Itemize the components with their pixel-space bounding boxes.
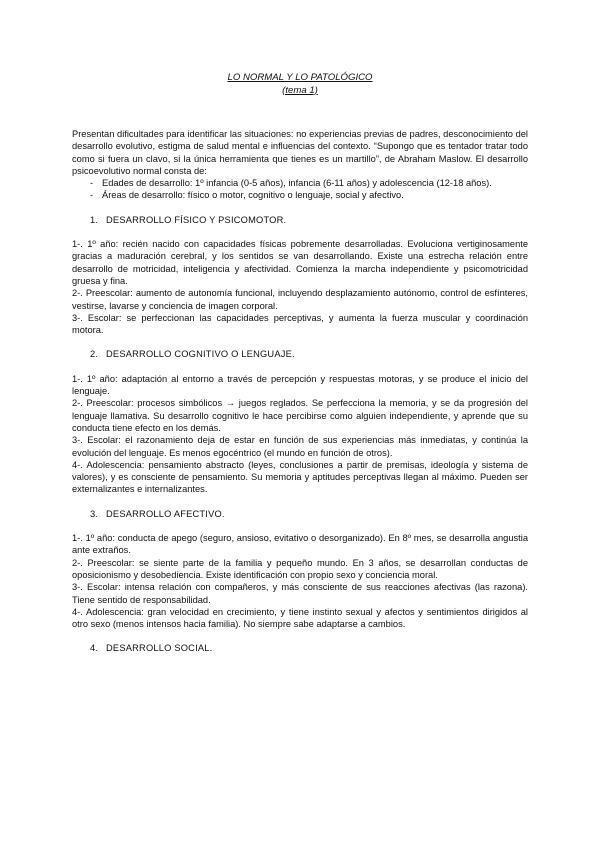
section-item: 1-. 1º año: adaptación al entorno a través de percepción y respuestas motoras, y se produce el inicio del lenguaje. <box>72 373 528 397</box>
section-heading <box>72 508 528 520</box>
section-item: 2-. Preescolar: se siente parte de la familia y pequeño mundo. En 3 años, se desarrollan conductas de oposicionismo y desobediencia. Existe identificación con propio sexo y conciencia moral. <box>72 557 528 580</box>
section-item: 4-. Adolescencia: pensamiento abstracto (leyes, conclusiones a partir de premisas, ideología y sistema de valores), y es consciente de pensamiento. Su memoria y aptitudes perceptivas llegan al máximo. Pueden ser externalizantes e internalizantes. <box>72 459 528 495</box>
section-title: DESARROLLO COGNITIVO O LENGUAJE. <box>106 349 295 360</box>
intro-bullet-list <box>72 177 528 202</box>
section-item: 2-. Preescolar: aumento de autonomía funcional, incluyendo desplazamiento autónomo, control de esfínteres, vestirse, lavarse y conciencia de imagen corporal. <box>72 288 528 311</box>
section-heading <box>72 214 528 226</box>
section-item: 4-. Adolescencia: gran velocidad en crecimiento, y tiene instinto sexual y afectos y sentimientos dirigidos al otro sexo (menos intensos hacia familia). No siempre sabe adaptarse a cambios. <box>72 606 528 630</box>
title-block <box>0 72 600 97</box>
section-item: 3-. Escolar: intensa relación con compañeros, y más consciente de sus reacciones afectivas (las razona). Tiene sentido de responsabilidad. <box>72 582 528 605</box>
bullet-item: - Edades de desarrollo: 1º infancia (0-5 años), infancia (6-11 años) y adolescencia (12-18 años). <box>72 177 528 189</box>
section-title: DESARROLLO AFECTIVO. <box>106 508 225 519</box>
section-number: 1. <box>90 214 99 225</box>
section-title: DESARROLLO SOCIAL. <box>106 643 213 654</box>
section-heading <box>72 348 528 360</box>
document-body <box>72 128 528 667</box>
section-number: 2. <box>90 349 99 360</box>
section-item: 3-. Escolar: el razonamiento deja de estar en función de sus experiencias más inmediatas, y continúa la evolución del lenguaje. Es menos egocéntrico (el mundo en función de otros). <box>72 435 528 458</box>
section-item: 1-. 1º año: recién nacido con capacidades físicas pobremente desarrolladas. Evoluciona vertiginosamente gracias a maduración cerebral, y los sentidos se van desarrollando. Existe una estrecha relación entre desarrollo de motricidad, inteligencia y afectividad. Comienza la marcha independiente y psicomotricidad gruesa y fina. <box>72 239 528 286</box>
section-item: 3-. Escolar: se perfeccionan las capacidades perceptivas, y aumenta la fuerza muscular y coordinación motora. <box>72 312 528 336</box>
bullet-item: - Áreas de desarrollo: físico o motor, cognitivo o lenguaje, social y afectivo. <box>72 189 528 201</box>
section-item: 1-. 1º año: conducta de apego (seguro, ansioso, evitativo o desorganizado). En 8º mes, se desarrolla angustia ante extraños. <box>72 533 528 556</box>
section-title: DESARROLLO FÍSICO Y PSICOMOTOR. <box>106 214 287 225</box>
section-item: 2-. Preescolar: procesos simbólicos → juegos reglados. Se perfecciona la memoria, y se da progresión del lenguaje llamativa. Su desarrollo cognitivo le hace percibirse como alguien independiente, y aprende que su conducta tiene efecto en los demás. <box>72 398 528 433</box>
section-number: 4. <box>90 643 99 654</box>
section-number: 3. <box>90 508 99 519</box>
page-subtitle: (tema 1) <box>282 84 318 96</box>
section-heading <box>72 642 528 654</box>
intro-paragraph: Presentan dificultades para identificar las situaciones: no experiencias previas de padres, desconocimiento del desarrollo evolutivo, estigma de salud mental e influencias del contexto. “Supongo que es tentador tratar todo como si fuera un clavo, si la única herramienta que tienes es un martillo”, de Abraham Maslow. El desarrollo psicoevolutivo normal consta de: <box>72 129 528 176</box>
page-title: LO NORMAL Y LO PATOLÓGICO <box>227 72 373 83</box>
